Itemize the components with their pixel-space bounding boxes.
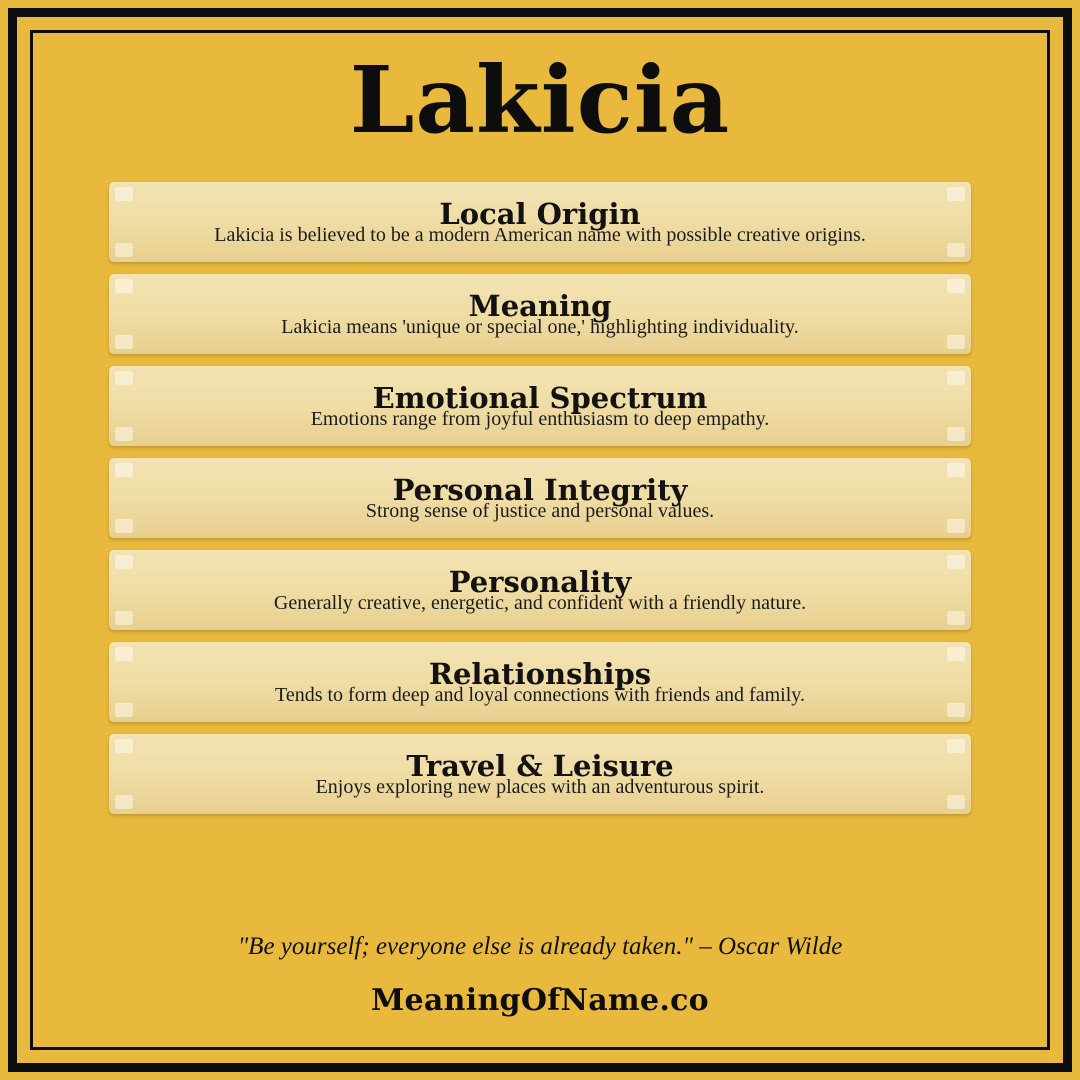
section-description: Lakicia means 'unique or special one,' highlighting individuality. (281, 315, 799, 338)
section-title: Personal Integrity (392, 472, 688, 507)
card-knob-bottom-right-icon (947, 703, 965, 717)
card-knob-top-right-icon (947, 739, 965, 753)
section-card-emotional-spectrum (109, 366, 971, 446)
card-knob-top-left-icon (115, 371, 133, 385)
section-card-personality (109, 550, 971, 630)
section-description: Generally creative, energetic, and confident with a friendly nature. (273, 591, 807, 614)
section-title: Relationships (428, 656, 652, 691)
section-description: Tends to form deep and loyal connections with friends and family. (275, 683, 805, 706)
card-knob-top-right-icon (947, 647, 965, 661)
page-title: Lakicia (349, 46, 731, 154)
section-card-meaning (109, 274, 971, 354)
card-knob-top-right-icon (947, 279, 965, 293)
section-title: Personality (448, 564, 632, 599)
card-knob-top-left-icon (115, 555, 133, 569)
section-description: Enjoys exploring new places with an adventurous spirit. (315, 775, 765, 798)
card-knob-bottom-right-icon (947, 519, 965, 533)
section-description: Lakicia is believed to be a modern American name with possible creative origins. (214, 223, 866, 246)
section-card-local-origin (109, 182, 971, 262)
card-knob-bottom-right-icon (947, 795, 965, 809)
card-knob-top-left-icon (115, 463, 133, 477)
card-knob-top-right-icon (947, 463, 965, 477)
card-knob-bottom-left-icon (115, 427, 133, 441)
section-title: Travel & Leisure (406, 748, 674, 783)
section-title: Emotional Spectrum (372, 380, 708, 415)
poster-footer (40, 933, 1040, 1040)
card-knob-bottom-right-icon (947, 243, 965, 257)
section-title: Meaning (468, 288, 612, 323)
card-knob-bottom-left-icon (115, 611, 133, 625)
section-title: Local Origin (439, 196, 641, 231)
section-card-personal-integrity (109, 458, 971, 538)
card-knob-top-left-icon (115, 647, 133, 661)
card-knob-bottom-left-icon (115, 335, 133, 349)
card-knob-top-right-icon (947, 371, 965, 385)
card-knob-top-right-icon (947, 555, 965, 569)
section-card-travel-and-leisure (109, 734, 971, 814)
footer-quote: "Be yourself; everyone else is already taken." – Oscar Wilde (237, 933, 843, 960)
card-knob-top-left-icon (115, 739, 133, 753)
poster-content (40, 40, 1040, 1040)
card-knob-bottom-left-icon (115, 243, 133, 257)
card-knob-top-left-icon (115, 279, 133, 293)
sections-list (109, 182, 971, 814)
section-description: Strong sense of justice and personal values. (365, 499, 715, 522)
card-knob-bottom-right-icon (947, 335, 965, 349)
section-card-relationships (109, 642, 971, 722)
card-knob-bottom-right-icon (947, 427, 965, 441)
card-knob-top-left-icon (115, 187, 133, 201)
card-knob-bottom-right-icon (947, 611, 965, 625)
card-knob-top-right-icon (947, 187, 965, 201)
card-knob-bottom-left-icon (115, 703, 133, 717)
section-description: Emotions range from joyful enthusiasm to deep empathy. (310, 407, 770, 430)
card-knob-bottom-left-icon (115, 795, 133, 809)
card-knob-bottom-left-icon (115, 519, 133, 533)
footer-brand: MeaningOfName.co (371, 983, 709, 1018)
